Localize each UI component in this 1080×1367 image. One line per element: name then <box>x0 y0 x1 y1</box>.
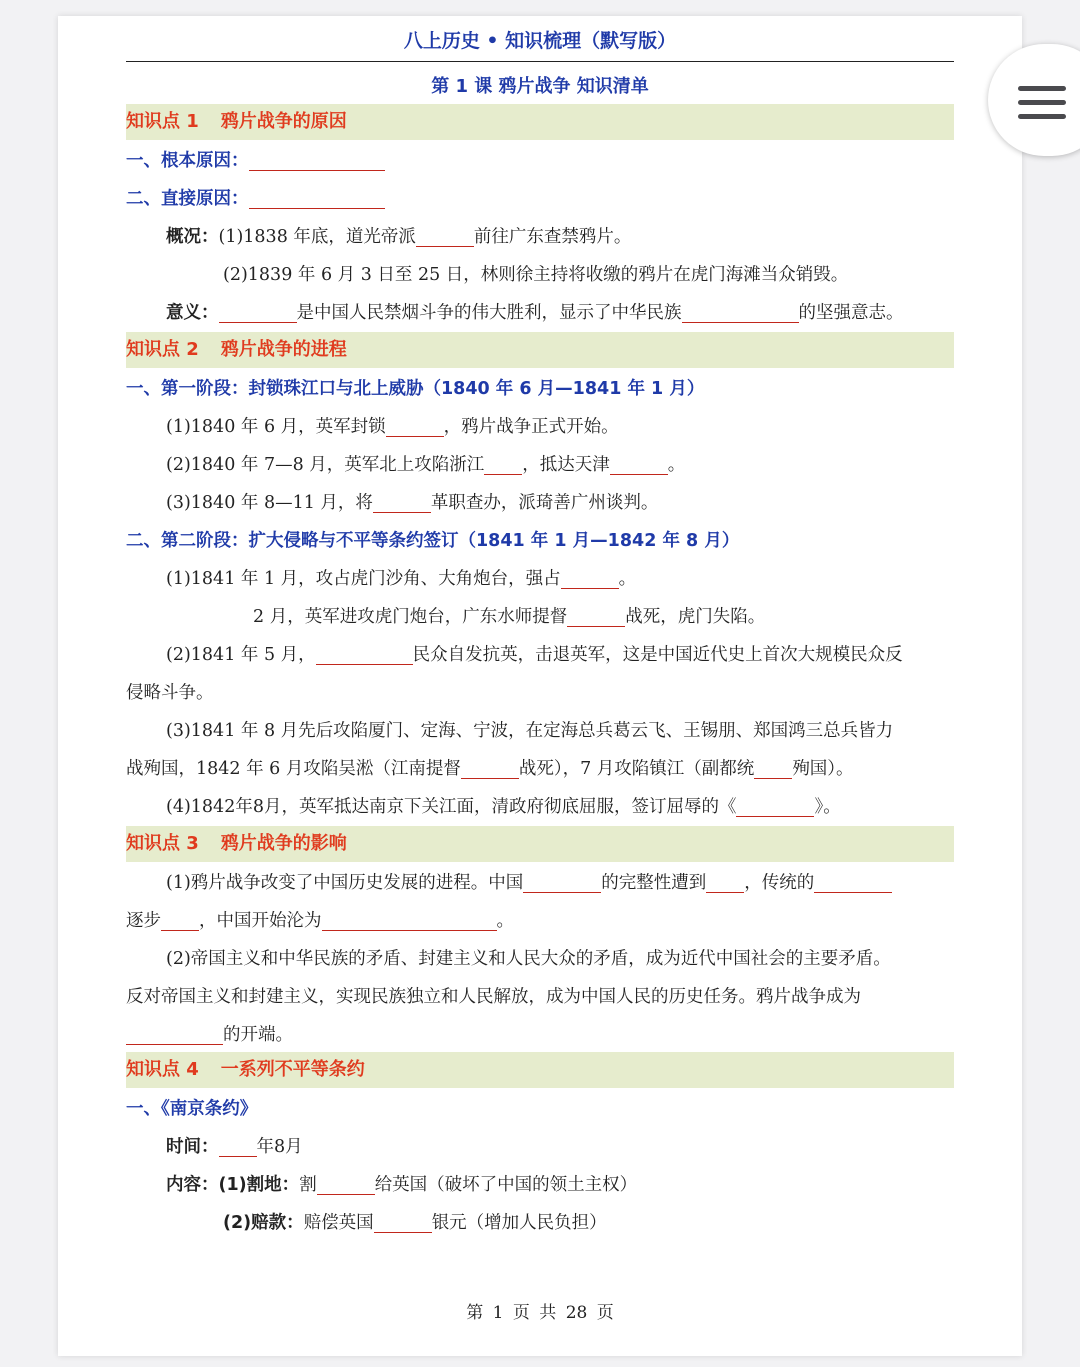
fill-blank[interactable] <box>416 222 474 247</box>
text: 的坚强意志。 <box>798 303 904 323</box>
root-cause-heading: 一、根本原因： <box>126 151 249 171</box>
text: 民众自发抗英，击退英军，这是中国近代史上首次大规模民众反 <box>412 645 903 665</box>
text: 给英国（破坏了中国的领土主权） <box>374 1175 638 1195</box>
impact-paragraph-2: (2)帝国主义和中华民族的矛盾、封建主义和人民大众的矛盾，成为近代中国社会的主要矛盾。 <box>166 949 891 969</box>
fill-blank[interactable] <box>736 792 814 817</box>
impact-paragraph-1-cont <box>126 902 954 940</box>
fill-blank[interactable] <box>161 906 199 931</box>
kp-number: 知识点 2 <box>126 339 199 360</box>
text: (2)1840 年 7—8 月，英军北上攻陷浙江 <box>166 455 485 475</box>
kp-title: 鸦片战争的进程 <box>220 339 347 360</box>
fill-blank[interactable] <box>754 754 792 779</box>
document-page <box>58 16 1022 1356</box>
stage-1-item-3 <box>126 484 994 522</box>
lesson-title: 第 1 课 鸦片战争 知识清单 <box>431 76 649 97</box>
page-footer: 第 1 页 共 28 页 <box>466 1303 614 1323</box>
fill-blank[interactable] <box>814 868 892 893</box>
overview-line-2: (2)1839 年 6 月 3 日至 25 日，林则徐主持将收缴的鸦片在虎门海滩当众销毁。 <box>223 265 849 285</box>
knowledge-point-3-header <box>126 826 954 862</box>
fill-blank[interactable] <box>682 298 799 323</box>
content-label: 内容： <box>166 1175 219 1195</box>
time-label: 时间： <box>166 1137 219 1157</box>
direct-cause-heading: 二、直接原因： <box>126 189 249 209</box>
meaning-line <box>126 294 994 332</box>
treaty-content-line-1 <box>126 1166 994 1204</box>
text: 革职查办，派琦善广州谈判。 <box>430 493 659 513</box>
fill-blank[interactable] <box>567 602 625 627</box>
stage-2-item-2-cont: 侵略斗争。 <box>126 683 214 703</box>
meaning-label: 意义： <box>166 303 219 323</box>
text: (1)1840 年 6 月，英军封锁 <box>166 417 386 437</box>
stage-2-item-1 <box>126 560 994 598</box>
fill-blank[interactable] <box>219 1132 257 1157</box>
stage-2-item-2 <box>126 636 994 674</box>
stage-2-item-4 <box>126 788 994 826</box>
text: (1)1841 年 1 月，攻占虎门沙角、大角炮台，强占 <box>166 569 561 589</box>
kp-number: 知识点 3 <box>126 833 199 854</box>
fill-blank[interactable] <box>610 450 668 475</box>
text: 逐步 <box>126 911 161 931</box>
text: 2 月，英军进攻虎门炮台，广东水师提督 <box>253 607 568 627</box>
fill-blank[interactable] <box>249 184 385 209</box>
direct-cause-line <box>126 180 954 218</box>
stage-2-heading: 二、第二阶段：扩大侵略与不平等条约签订（1841 年 1 月—1842 年 8 月） <box>126 531 740 551</box>
kp-number: 知识点 4 <box>126 1059 199 1080</box>
knowledge-point-4-header <box>126 1052 954 1088</box>
text: 战死，虎门失陷。 <box>625 607 766 627</box>
text: 。 <box>496 911 514 931</box>
text: ，传统的 <box>744 873 815 893</box>
text: 赔偿英国 <box>303 1213 374 1233</box>
stage-2-item-1-cont <box>126 598 1080 636</box>
fill-blank[interactable] <box>461 754 519 779</box>
text: 。 <box>618 569 637 589</box>
fill-blank[interactable] <box>523 868 601 893</box>
text: 。 <box>667 455 686 475</box>
fill-blank[interactable] <box>316 640 413 665</box>
fill-blank[interactable] <box>322 906 497 931</box>
treaty-content-line-2 <box>126 1204 1051 1242</box>
text: ，抵达天津 <box>522 455 610 475</box>
kp-title: 鸦片战争的影响 <box>220 833 347 854</box>
text: 割 <box>299 1175 317 1195</box>
fill-blank[interactable] <box>126 1020 223 1045</box>
fill-blank[interactable] <box>373 488 431 513</box>
text: 》。 <box>814 797 841 817</box>
kp-title: 一系列不平等条约 <box>220 1059 365 1080</box>
kp-number: 知识点 1 <box>126 111 199 132</box>
fill-blank[interactable] <box>317 1170 375 1195</box>
fill-blank[interactable] <box>219 298 297 323</box>
text: 战殉国，1842 年 6 月攻陷吴淞（江南提督 <box>126 759 461 779</box>
overview-label: 概况： <box>166 227 219 247</box>
treaty-heading: 一、《南京条约》 <box>126 1099 258 1119</box>
knowledge-point-2-header <box>126 332 954 368</box>
text: 前往广东查禁鸦片。 <box>473 227 632 247</box>
knowledge-point-1-header <box>126 104 954 140</box>
document-title: 八上历史 • 知识梳理（默写版） <box>403 30 677 52</box>
overview-line-1 <box>126 218 994 256</box>
title-divider <box>126 61 954 62</box>
fill-blank[interactable] <box>249 146 385 171</box>
fill-blank[interactable] <box>561 564 619 589</box>
root-cause-line <box>126 142 954 180</box>
text: (2)1841 年 5 月， <box>166 645 316 665</box>
stage-1-item-1 <box>126 408 994 446</box>
impact-paragraph-2-cont: 反对帝国主义和封建主义，实现民族独立和人民解放，成为中国人民的历史任务。鸦片战争成为 <box>126 987 861 1007</box>
text: 银元（增加人民负担） <box>431 1213 607 1233</box>
impact-paragraph-1 <box>126 864 994 902</box>
fill-blank[interactable] <box>484 450 522 475</box>
text: 的开端。 <box>223 1025 293 1045</box>
text: 的完整性遭到 <box>601 873 707 893</box>
text: ，中国开始沦为 <box>199 911 322 931</box>
text: 殉国）。 <box>792 759 854 779</box>
text: 战死），7 月攻陷镇江（副都统 <box>518 759 755 779</box>
text: 是中国人民禁烟斗争的伟大胜利，显示了中华民族 <box>296 303 682 323</box>
text: (4)1842年8月，英军抵达南京下关江面，清政府彻底屈服，签订屈辱的《 <box>166 797 737 817</box>
text: (3)1840 年 8—11 月，将 <box>166 493 373 513</box>
stage-1-heading: 一、第一阶段：封锁珠江口与北上威胁（1840 年 6 月—1841 年 1 月） <box>126 379 705 399</box>
text: (1)鸦片战争改变了中国历史发展的进程。中国 <box>166 873 524 893</box>
stage-2-item-3: (3)1841 年 8 月先后攻陷厦门、定海、宁波，在定海总兵葛云飞、王锡朋、郑国鸿三总兵皆力 <box>166 721 894 741</box>
kp-title: 鸦片战争的原因 <box>220 111 347 132</box>
text: 年8月 <box>256 1137 303 1157</box>
fill-blank[interactable] <box>706 868 744 893</box>
text: (1)1838 年底，道光帝派 <box>218 227 416 247</box>
treaty-time-line <box>126 1128 994 1166</box>
fill-blank[interactable] <box>374 1208 432 1233</box>
stage-1-item-2 <box>126 446 994 484</box>
text: ，鸦片战争正式开始。 <box>443 417 619 437</box>
impact-paragraph-2-end <box>126 1016 954 1054</box>
fill-blank[interactable] <box>386 412 444 437</box>
stage-2-item-3-cont <box>126 750 954 788</box>
cession-label: (1)割地： <box>218 1175 300 1195</box>
indemnity-label: (2)赔款： <box>223 1213 304 1233</box>
